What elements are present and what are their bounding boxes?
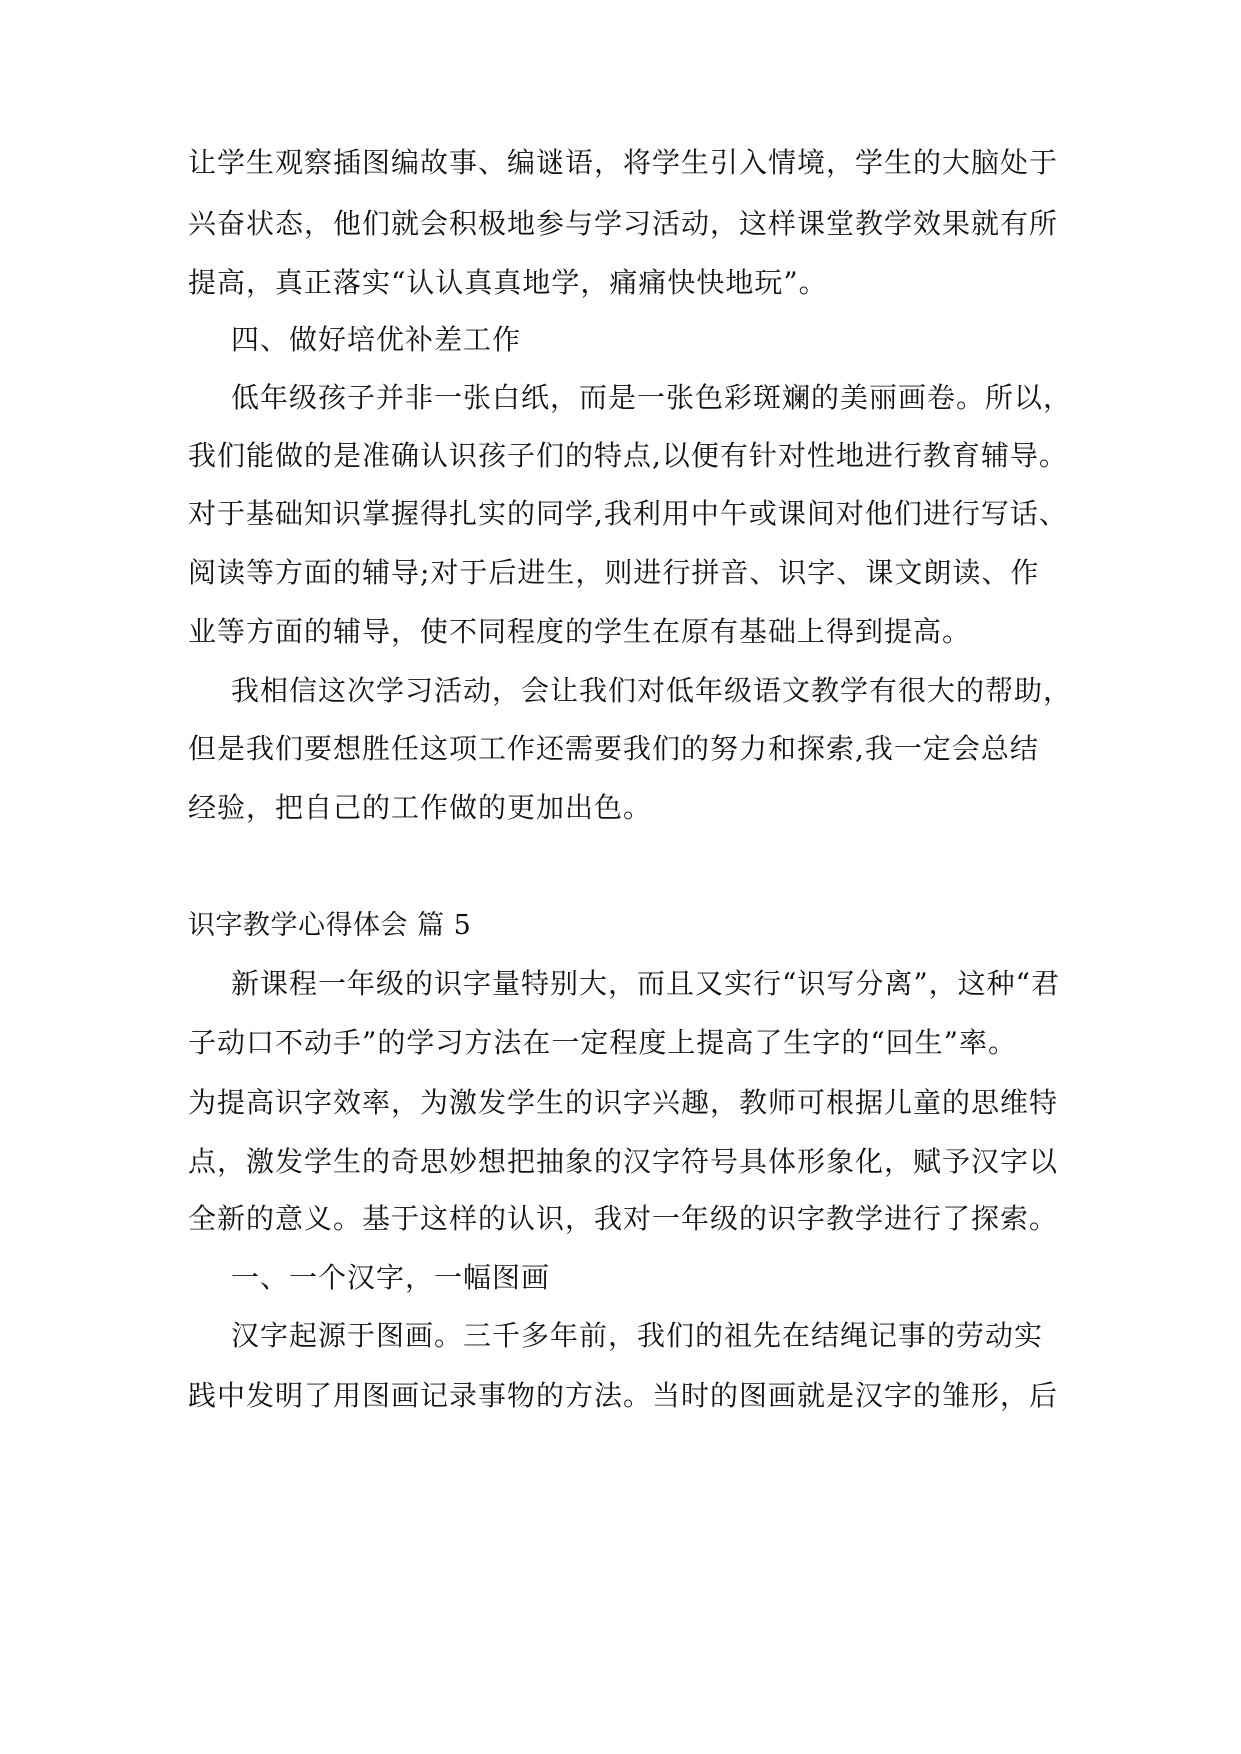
- paragraph-line: 点，激发学生的奇思妙想把抽象的汉字符号具体形象化，赋予汉字以: [188, 1145, 1059, 1178]
- paragraph-line: 业等方面的辅导，使不同程度的学生在原有基础上得到提高。: [188, 615, 972, 648]
- paragraph-line: 全新的意义。基于这样的认识，我对一年级的识字教学进行了探索。: [188, 1202, 1059, 1235]
- paragraph-line: 但是我们要想胜任这项工作还需要我们的努力和探索,我一定会总结: [188, 732, 1039, 765]
- paragraph-line: 对于基础知识掌握得扎实的同学,我利用中午或课间对他们进行写话、: [188, 497, 1068, 530]
- paragraph-line: 我们能做的是准确认识孩子们的特点,以便有针对性地进行教育辅导。: [188, 439, 1068, 472]
- paragraph-line: 提高，真正落实“认认真真地学，痛痛快快地玩”。: [188, 266, 828, 299]
- paragraph-line: 汉字起源于图画。三千多年前，我们的祖先在结绳记事的劳动实: [231, 1319, 1044, 1352]
- paragraph-line: 践中发明了用图画记录事物的方法。当时的图画就是汉字的雏形，后: [188, 1379, 1059, 1412]
- section-heading: 一、一个汉字，一幅图画: [231, 1261, 551, 1294]
- paragraph-line: 让学生观察插图编故事、编谜语，将学生引入情境，学生的大脑处于: [188, 146, 1059, 179]
- paragraph-line: 我相信这次学习活动，会让我们对低年级语文教学有很大的帮助，: [231, 674, 1073, 707]
- section-heading: 四、做好培优补差工作: [231, 323, 522, 356]
- paragraph-line: 兴奋状态，他们就会积极地参与学习活动，这样课堂教学效果就有所: [188, 207, 1059, 240]
- paragraph-line: 经验，把自己的工作做的更加出色。: [188, 791, 653, 824]
- paragraph-line: 为提高识字效率，为激发学生的识字兴趣，教师可根据儿童的思维特: [188, 1086, 1059, 1119]
- article-title: 识字教学心得体会 篇 5: [188, 910, 472, 941]
- paragraph-line: 低年级孩子并非一张白纸，而是一张色彩斑斓的美丽画卷。所以，: [231, 381, 1073, 414]
- paragraph-line: 子动口不动手”的学习方法在一定程度上提高了生字的“回生”率。: [188, 1026, 1017, 1059]
- paragraph-line: 阅读等方面的辅导;对于后进生，则进行拼音、识字、课文朗读、作: [188, 556, 1040, 589]
- paragraph-line: 新课程一年级的识字量特别大，而且又实行“识写分离”，这种“君: [231, 967, 1060, 1000]
